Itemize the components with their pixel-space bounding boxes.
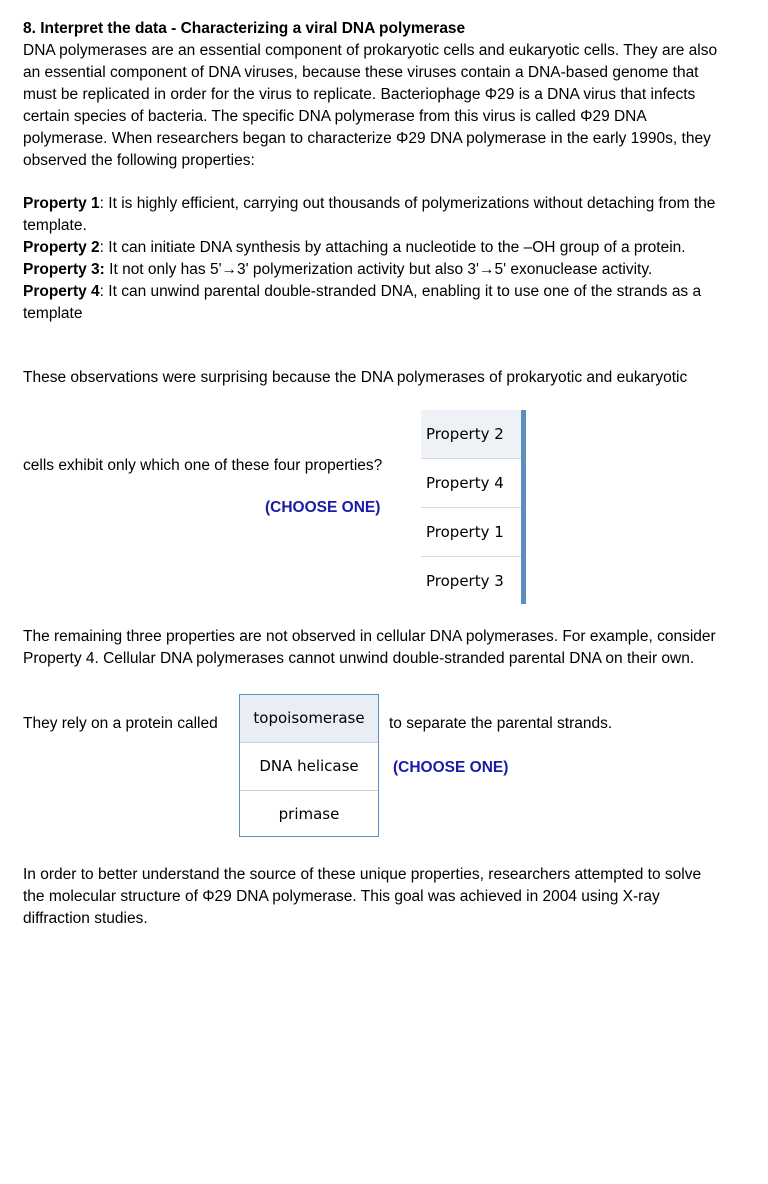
property-option[interactable]: Property 4 (426, 474, 504, 492)
property-label: Property 3: (23, 261, 105, 278)
property-text: It can initiate DNA synthesis by attaching a nucleotide to the –OH group of a protein. (103, 239, 686, 256)
property-sep: : (99, 195, 104, 212)
protein-option[interactable]: DNA helicase (259, 757, 359, 775)
protein-option[interactable]: primase (278, 805, 340, 823)
property-1-cont: template. (23, 217, 87, 234)
question-heading: 8. Interpret the data - Characterizing a viral DNA polymerase (23, 20, 466, 37)
intro-paragraph (23, 40, 765, 172)
property-1 (23, 193, 765, 215)
remaining-line: The remaining three properties are not observed in cellular DNA polymerases. For example, consider (23, 628, 716, 645)
property-text: It is highly efficient, carrying out thousands of polymerizations without detaching from the (103, 195, 716, 212)
protein-option[interactable]: topoisomerase (240, 695, 378, 742)
property-label: Property 1 (23, 195, 100, 212)
intro-line: polymerase. When researchers began to characterize Φ29 DNA polymerase in the early 1990s, they (23, 130, 711, 147)
intro-line: DNA polymerases are an essential component of prokaryotic cells and eukaryotic cells. They are also (23, 42, 718, 59)
protein-dropdown[interactable] (239, 694, 379, 837)
intro-line: an essential component of DNA viruses, because these viruses contain a DNA-based genome that (23, 64, 699, 81)
q1-line1: These observations were surprising because the DNA polymerases of prokaryotic and eukaryotic (23, 369, 688, 386)
property-option[interactable]: Property 3 (426, 572, 504, 590)
property-4-cont: template (23, 305, 83, 322)
q1-choose-one: (CHOOSE ONE) (265, 499, 381, 516)
property-option[interactable]: Property 2 (421, 410, 521, 458)
conclusion-line: the molecular structure of Φ29 DNA polymerase. This goal was achieved in 2004 using X-ray (23, 888, 660, 905)
property-dropdown[interactable] (421, 410, 526, 604)
q2-choose-one: (CHOOSE ONE) (393, 759, 509, 776)
intro-line: observed the following properties: (23, 152, 255, 169)
property-label: Property 2 (23, 239, 100, 256)
conclusion-paragraph (23, 864, 765, 930)
property-text: It can unwind parental double-stranded DNA, enabling it to use one of the strands as a (103, 283, 702, 300)
conclusion-line: diffraction studies. (23, 910, 148, 927)
property-sep: : (99, 283, 104, 300)
property-option[interactable]: Property 1 (426, 523, 504, 541)
q2-before-text: They rely on a protein called (23, 715, 218, 732)
remaining-paragraph (23, 626, 765, 670)
property-4 (23, 281, 765, 303)
properties-list (23, 193, 765, 325)
conclusion-line: In order to better understand the source of these unique properties, researchers attempted to solve (23, 866, 702, 883)
property-2 (23, 237, 765, 259)
property-3 (23, 259, 765, 281)
intro-line: must be replicated in order for the virus to replicate. Bacteriophage Φ29 is a DNA virus that infects (23, 86, 696, 103)
intro-line: certain species of bacteria. The specific DNA polymerase from this virus is called Φ29 DNA (23, 108, 647, 125)
property-text: It not only has 5'→3' polymerization activity but also 3'→5' exonuclease activity. (104, 261, 653, 278)
property-sep: : (99, 239, 104, 256)
q2-after-text: to separate the parental strands. (389, 715, 613, 732)
q1-line2: cells exhibit only which one of these four properties? (23, 457, 383, 474)
property-label: Property 4 (23, 283, 100, 300)
remaining-line: Property 4. Cellular DNA polymerases cannot unwind double-stranded parental DNA on their own. (23, 650, 695, 667)
